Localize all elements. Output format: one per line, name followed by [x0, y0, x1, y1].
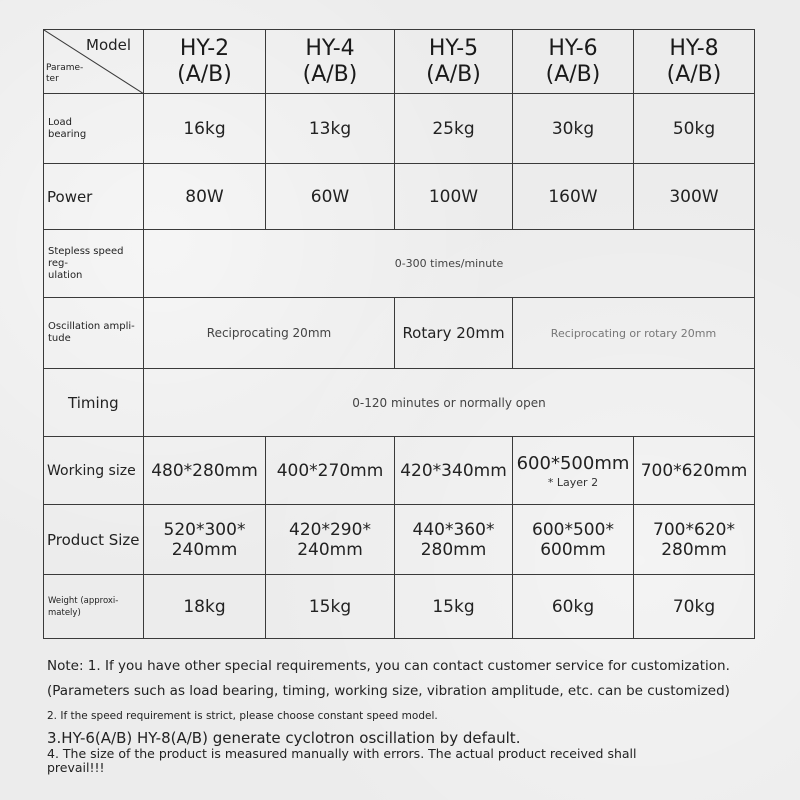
timing-value: 0-120 minutes or normally open: [144, 369, 755, 437]
power-hy2: 80W: [144, 164, 266, 230]
weight-row: [44, 575, 755, 639]
model-header-hy8: HY-8 (A/B): [634, 30, 755, 94]
working-size-label: Working size: [44, 437, 144, 505]
load-hy8: 50kg: [634, 94, 755, 164]
product-size-hy8: 700*620* 280mm: [634, 505, 755, 575]
product-size-row: [44, 505, 755, 575]
power-hy5: 100W: [395, 164, 513, 230]
note-4: 4. The size of the product is measured manually with errors. The actual product received shall prevail!!!: [47, 746, 637, 775]
speed-label: Stepless speed reg- ulation: [44, 230, 144, 298]
spec-table: [43, 29, 755, 639]
power-row: [44, 164, 755, 230]
model-label: Model: [86, 36, 132, 54]
speed-value: 0-300 times/minute: [144, 230, 755, 298]
oscillation-row: [44, 298, 755, 369]
note-1-detail: (Parameters such as load bearing, timing, working size, vibration amplitude, etc. can be customized): [47, 683, 730, 699]
weight-hy6: 60kg: [513, 575, 634, 639]
model-header-hy6: HY-6 (A/B): [513, 30, 634, 94]
load-hy5: 25kg: [395, 94, 513, 164]
working-size-hy2: 480*280mm: [144, 437, 266, 505]
working-size-hy8: 700*620mm: [634, 437, 755, 505]
power-hy8: 300W: [634, 164, 755, 230]
oscillation-rotary: Rotary 20mm: [395, 298, 513, 369]
note-3: 3.HY-6(A/B) HY-8(A/B) generate cyclotron oscillation by default.: [47, 729, 521, 747]
load-hy2: 16kg: [144, 94, 266, 164]
parameter-label: Parame- ter: [46, 63, 84, 84]
product-size-hy2: 520*300* 240mm: [144, 505, 266, 575]
working-size-hy6: 600*500mm * Layer 2: [513, 437, 634, 505]
layer-note: * Layer 2: [547, 475, 599, 489]
load-hy4: 13kg: [266, 94, 395, 164]
product-size-hy4: 420*290* 240mm: [266, 505, 395, 575]
working-size-row: [44, 437, 755, 505]
model-header-hy2: HY-2 (A/B): [144, 30, 266, 94]
power-label: Power: [44, 164, 144, 230]
model-header-hy4: HY-4 (A/B): [266, 30, 395, 94]
oscillation-label: Oscillation ampli- tude: [44, 298, 144, 369]
weight-hy2: 18kg: [144, 575, 266, 639]
working-size-hy5: 420*340mm: [395, 437, 513, 505]
header-row: [44, 30, 755, 94]
product-size-hy5: 440*360* 280mm: [395, 505, 513, 575]
note-1: Note: 1. If you have other special requirements, you can contact customer service for customization.: [47, 658, 730, 674]
weight-hy4: 15kg: [266, 575, 395, 639]
load-hy6: 30kg: [513, 94, 634, 164]
power-hy4: 60W: [266, 164, 395, 230]
load-bearing-row: [44, 94, 755, 164]
weight-hy8: 70kg: [634, 575, 755, 639]
weight-hy5: 15kg: [395, 575, 513, 639]
timing-label: Timing: [44, 369, 144, 437]
note-2: 2. If the speed requirement is strict, please choose constant speed model.: [47, 710, 438, 722]
timing-row: [44, 369, 755, 437]
power-hy6: 160W: [513, 164, 634, 230]
model-header-hy5: HY-5 (A/B): [395, 30, 513, 94]
oscillation-either: Reciprocating or rotary 20mm: [513, 298, 755, 369]
corner-header-cell: [44, 30, 144, 94]
product-size-label: Product Size: [44, 505, 144, 575]
speed-row: [44, 230, 755, 298]
product-size-hy6: 600*500* 600mm: [513, 505, 634, 575]
oscillation-reciprocating: Reciprocating 20mm: [144, 298, 395, 369]
weight-label: Weight (approxi- mately): [44, 575, 144, 639]
load-bearing-label: Load bearing: [44, 94, 144, 164]
working-size-hy4: 400*270mm: [266, 437, 395, 505]
